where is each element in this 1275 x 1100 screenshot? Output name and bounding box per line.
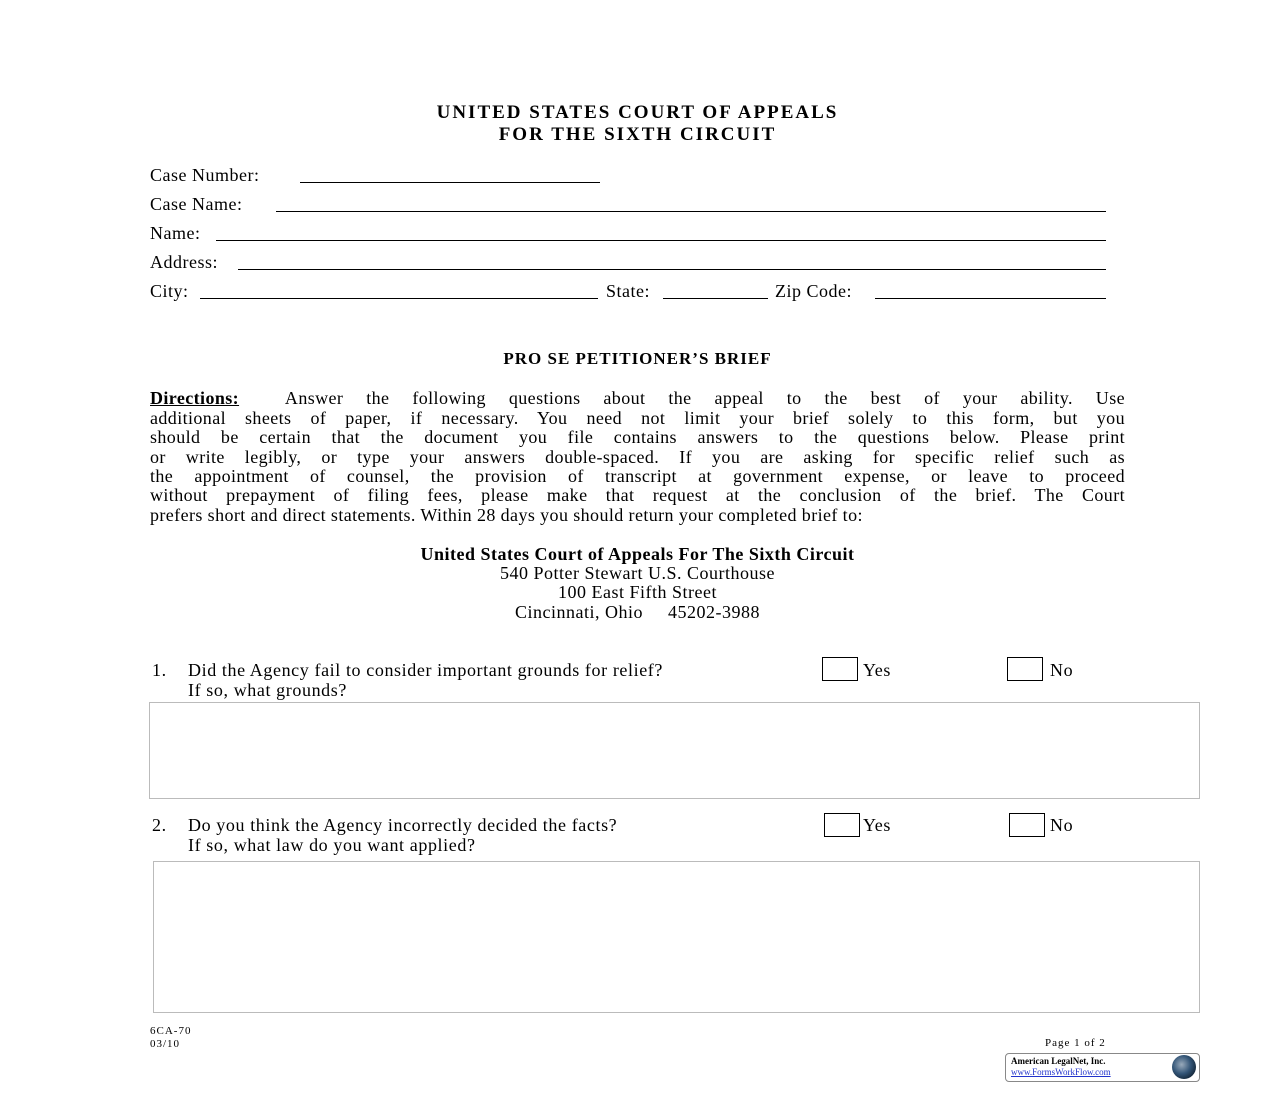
case-name-field[interactable] bbox=[276, 211, 1106, 212]
q2-yes-checkbox[interactable] bbox=[824, 813, 860, 837]
directions-line: should be certain that the document you file contains answers to the questions below. Please print bbox=[150, 427, 1125, 447]
court-address-line: 100 East Fifth Street bbox=[558, 582, 717, 602]
yes-label: Yes bbox=[863, 660, 891, 680]
directions-line: additional sheets of paper, if necessary. You need not limit your brief solely to this form, but you bbox=[150, 408, 1125, 428]
q2-answer-box[interactable] bbox=[153, 861, 1200, 1013]
directions-line bbox=[150, 388, 1125, 409]
name-label: Name: bbox=[150, 223, 201, 243]
case-number-label: Case Number: bbox=[150, 165, 260, 185]
case-name-label: Case Name: bbox=[150, 194, 243, 214]
page-number: Page 1 of 2 bbox=[1045, 1037, 1106, 1049]
directions-text: Answer the following questions about the appeal to the best of your ability. Use bbox=[284, 388, 1125, 408]
q1-yes-checkbox[interactable] bbox=[822, 657, 858, 681]
directions-line: or write legibly, or type your answers double-spaced. If you are asking for specific relief such as bbox=[150, 447, 1125, 467]
case-number-field[interactable] bbox=[300, 182, 600, 183]
no-label: No bbox=[1050, 815, 1074, 835]
zip-label: Zip Code: bbox=[775, 281, 852, 301]
q1-answer-box[interactable] bbox=[149, 702, 1200, 799]
form-date: 03/10 bbox=[150, 1038, 181, 1050]
circuit-title: FOR THE SIXTH CIRCUIT bbox=[498, 124, 777, 145]
no-label: No bbox=[1050, 660, 1074, 680]
brief-title: PRO SE PETITIONER’S BRIEF bbox=[503, 349, 772, 368]
question-text: Did the Agency fail to consider important grounds for relief? bbox=[188, 660, 663, 680]
city-label: City: bbox=[150, 281, 189, 301]
question-subtext: If so, what grounds? bbox=[188, 680, 347, 700]
court-address-line: Cincinnati, Ohio 45202-3988 bbox=[515, 602, 760, 622]
question-number: 1. bbox=[152, 660, 167, 680]
question-text: Do you think the Agency incorrectly decided the facts? bbox=[188, 815, 618, 835]
directions-line: prefers short and direct statements. Within 28 days you should return your completed brief to: bbox=[150, 505, 863, 525]
zip-field[interactable] bbox=[875, 298, 1106, 299]
court-title: UNITED STATES COURT OF APPEALS bbox=[436, 102, 839, 123]
american-legalnet-logo[interactable] bbox=[1005, 1053, 1200, 1082]
q1-no-checkbox[interactable] bbox=[1007, 657, 1043, 681]
city-field[interactable] bbox=[200, 298, 598, 299]
question-number: 2. bbox=[152, 815, 167, 835]
name-field[interactable] bbox=[216, 240, 1106, 241]
court-address-name: United States Court of Appeals For The Sixth Circuit bbox=[420, 544, 855, 564]
state-field[interactable] bbox=[663, 298, 768, 299]
logo-url[interactable]: www.FormsWorkFlow.com bbox=[1011, 1067, 1111, 1077]
directions-line: without prepayment of filing fees, please make that request at the conclusion of the brief. The Court bbox=[150, 485, 1125, 505]
address-field[interactable] bbox=[238, 269, 1106, 270]
address-label: Address: bbox=[150, 252, 218, 272]
directions-line: the appointment of counsel, the provision of transcript at government expense, or leave to proceed bbox=[150, 466, 1125, 486]
state-label: State: bbox=[606, 281, 650, 301]
form-id: 6CA-70 bbox=[150, 1025, 192, 1037]
directions-label: Directions: bbox=[150, 388, 240, 408]
q2-no-checkbox[interactable] bbox=[1009, 813, 1045, 837]
logo-name: American LegalNet, Inc. bbox=[1011, 1056, 1106, 1066]
globe-icon bbox=[1172, 1055, 1196, 1079]
court-address-line: 540 Potter Stewart U.S. Courthouse bbox=[500, 563, 775, 583]
yes-label: Yes bbox=[863, 815, 891, 835]
question-subtext: If so, what law do you want applied? bbox=[188, 835, 476, 855]
